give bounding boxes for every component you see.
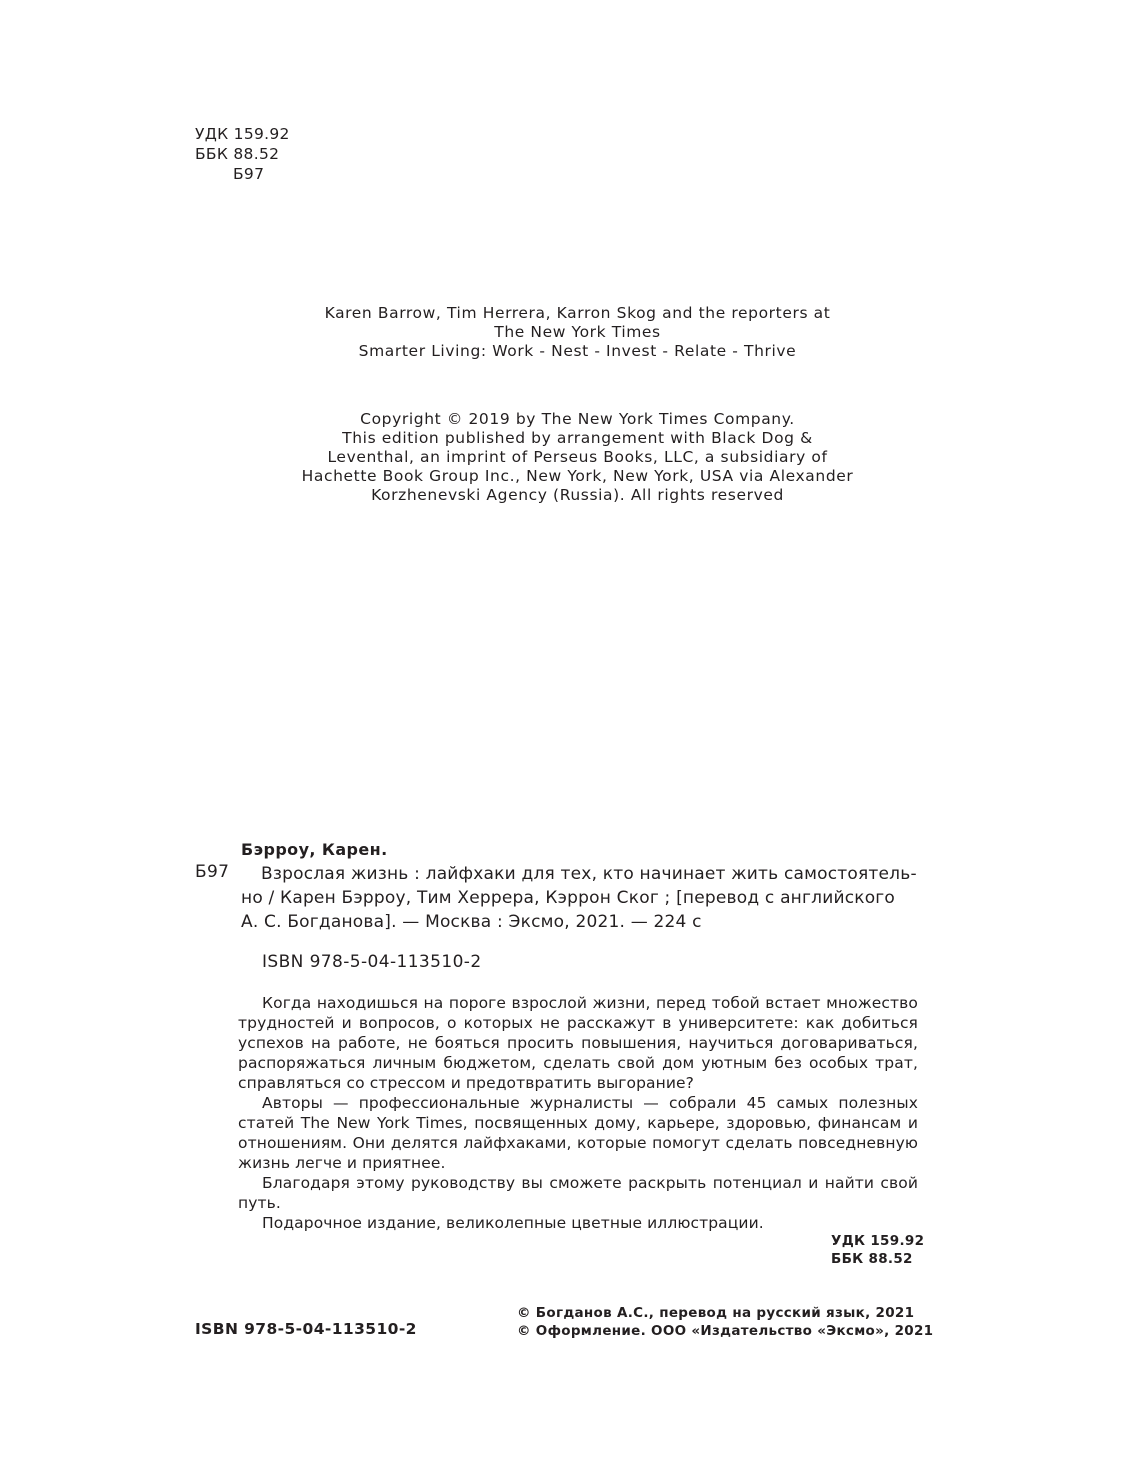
original-publisher: The New York Times (494, 323, 661, 341)
udk-code: УДК 159.92 (195, 125, 290, 143)
copyright-line: Copyright © 2019 by The New York Times Company. (360, 410, 795, 428)
original-title: Smarter Living: Work - Nest - Invest - Relate - Thrive (358, 342, 797, 360)
copyright-design: © Оформление. ООО «Издательство «Эксмо», 2021 (517, 1323, 934, 1339)
annotation-paragraph: Авторы — профессиональные журналисты — собрали 45 самых полезных статей The New York Times, посвященных дому, карьере, здоровью, финансам и отношениям. Они делятся лайфхаками, которые помогут сделать повседневную жизнь легче и приятнее. (238, 1094, 918, 1172)
author-mark: Б97 (233, 165, 265, 183)
bib-line: но / Карен Бэрроу, Тим Херрера, Кэррон Ског ; [перевод с английского (241, 888, 896, 908)
copyright-translation: © Богданов А.С., перевод на русский язык, 2021 (517, 1305, 915, 1321)
original-authors: Karen Barrow, Tim Herrera, Karron Skog and the reporters at (324, 304, 831, 322)
copyright-russian (517, 1304, 933, 1340)
bib-line: А. С. Богданова]. — Москва : Эксмо, 2021. — 224 с (241, 912, 702, 932)
copyright-line: Korzhenevski Agency (Russia). All rights reserved (371, 486, 784, 504)
annotation (238, 993, 918, 1233)
footer-classification (831, 1232, 924, 1268)
copyright-line: Leventhal, an imprint of Perseus Books, LLC, a subsidiary of (327, 448, 828, 466)
copyright-english (240, 410, 915, 505)
footer-isbn: ISBN 978-5-04-113510-2 (195, 1320, 417, 1338)
original-edition-info (200, 304, 955, 361)
copyright-line: Hachette Book Group Inc., New York, New York, USA via Alexander (301, 467, 854, 485)
annotation-paragraph: Когда находишься на пороге взрослой жизни, перед тобой встает множество трудностей и вопросов, о которых не расскажут в университете: как добиться успехов на работе, не бояться просить повышения, научиться договариваться, распоряжаться личным бюджетом, сделать свой дом уютным без особых трат, справляться со стрессом и предотвратить выгорание? (238, 994, 918, 1092)
bib-line: Взрослая жизнь : лайфхаки для тех, кто начинает жить самостоятель- (261, 864, 917, 884)
bibliographic-author: Бэрроу, Карен. (241, 840, 388, 859)
bibliographic-code: Б97 (195, 862, 230, 882)
classification-block (195, 124, 290, 184)
footer-udk: УДК 159.92 (831, 1233, 925, 1249)
isbn-bibliographic: ISBN 978-5-04-113510-2 (262, 952, 482, 972)
copyright-line: This edition published by arrangement with Black Dog & (342, 429, 813, 447)
bbk-code: ББК 88.52 (195, 145, 280, 163)
bibliographic-description (241, 862, 919, 934)
footer-bbk: ББК 88.52 (831, 1251, 913, 1267)
annotation-paragraph: Подарочное издание, великолепные цветные иллюстрации. (262, 1214, 764, 1232)
annotation-paragraph: Благодаря этому руководству вы сможете раскрыть потенциал и найти свой путь. (238, 1174, 918, 1212)
